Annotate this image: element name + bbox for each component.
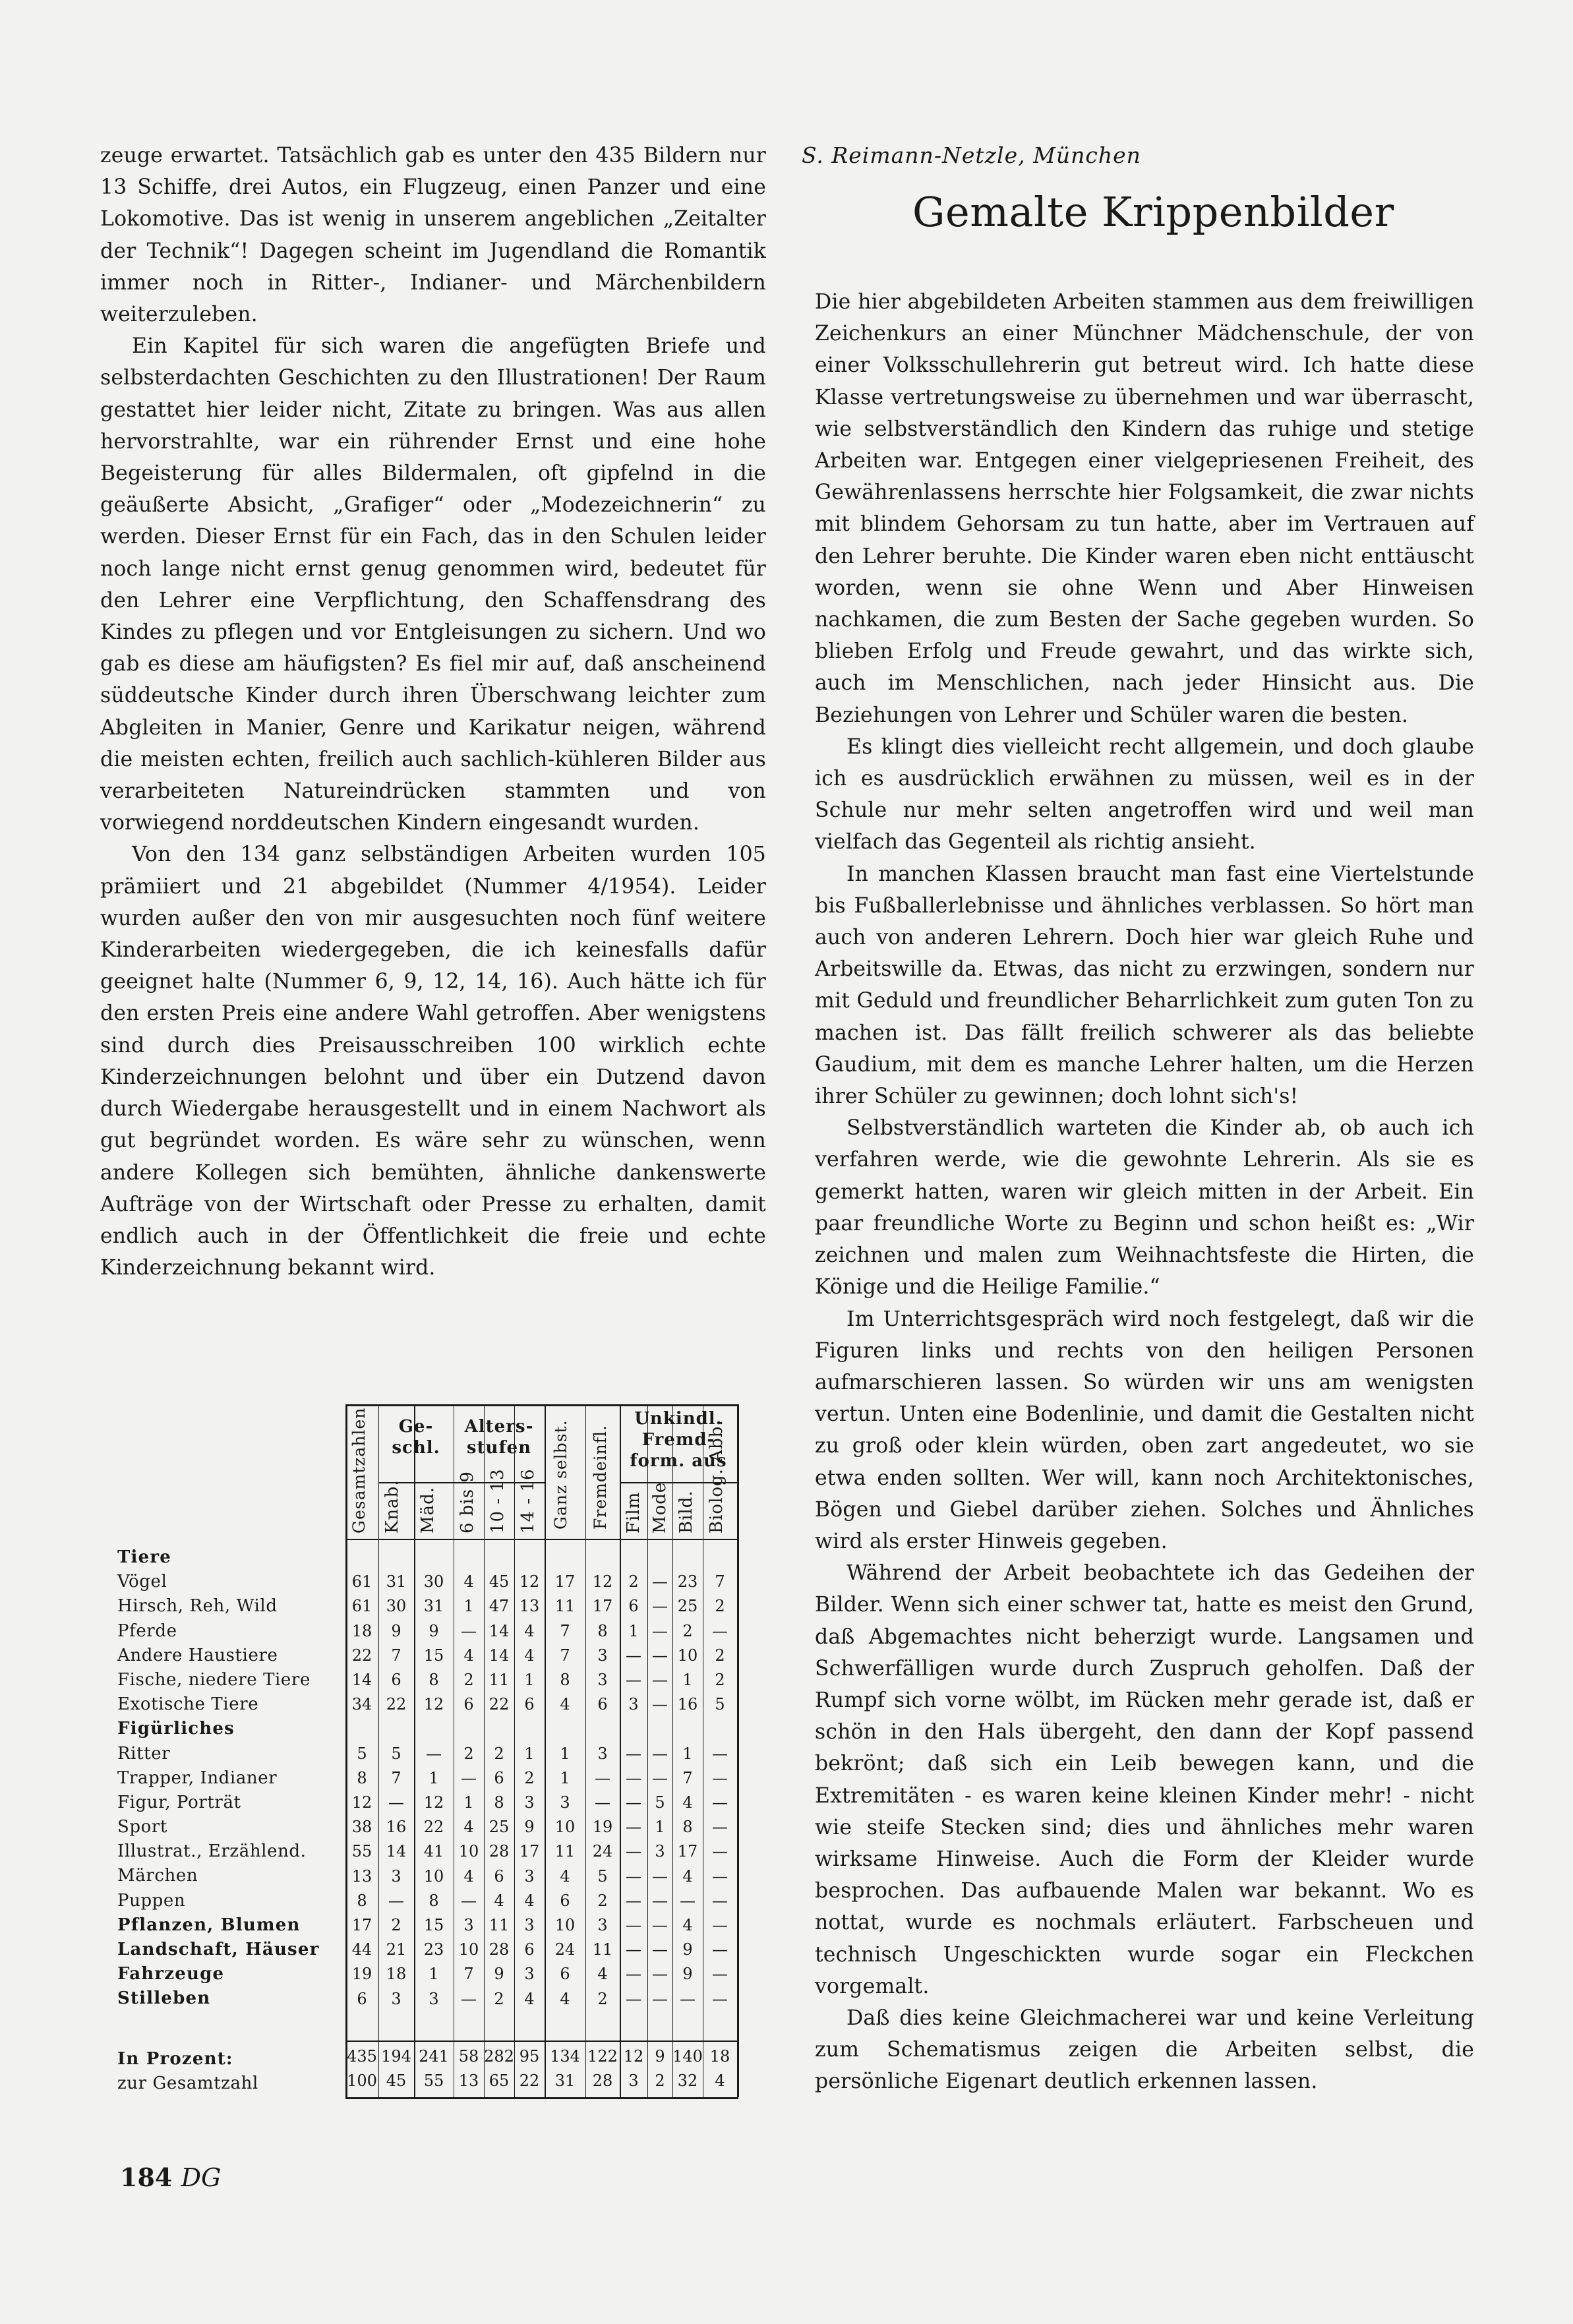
table-cell: —	[652, 1597, 668, 1616]
table-cell: 2	[524, 1768, 535, 1787]
table-percent-cell: 31	[554, 2071, 576, 2090]
table-cell: 8	[682, 1818, 693, 1837]
table-totals-sublabel: zur Gesamtzahl	[117, 2073, 258, 2093]
table-cell: —	[461, 1891, 477, 1910]
table-cell: 3	[597, 1916, 608, 1934]
table-cell: 3	[560, 1793, 570, 1812]
table-row-label: Ritter	[117, 1743, 171, 1764]
table-column-header: Mode	[650, 1481, 670, 1534]
table-cell: 7	[560, 1621, 570, 1640]
table-cell: 44	[351, 1940, 372, 1959]
table-cell: —	[626, 1891, 641, 1910]
table-cell: 16	[386, 1818, 407, 1837]
table-cell: 14	[489, 1646, 510, 1665]
table-cell: 7	[391, 1768, 401, 1787]
table-cell: 1	[560, 1768, 570, 1787]
table-column-header: Bild.	[676, 1490, 696, 1534]
table-cell: 1	[524, 1671, 535, 1689]
table-cell: 4	[463, 1572, 474, 1592]
table-cell: 17	[351, 1916, 372, 1934]
table-cell: 2	[628, 1572, 639, 1592]
table-cell: —	[626, 1646, 641, 1665]
table-percent-cell: 13	[458, 2071, 479, 2090]
left-column	[100, 140, 766, 1284]
page-number: 184	[120, 2162, 173, 2192]
table-cell: 47	[489, 1597, 510, 1616]
table-cell: 22	[489, 1695, 510, 1714]
table-cell: 7	[463, 1965, 474, 1984]
table-cell: 4	[682, 1866, 693, 1886]
table-cell: 8	[429, 1671, 439, 1689]
table-cell: 8	[357, 1891, 367, 1910]
table-cell: 6	[560, 1891, 570, 1910]
table-cell: 6	[494, 1866, 504, 1886]
table-cell: 8	[494, 1793, 504, 1812]
table-grid	[339, 1404, 899, 2110]
table-total-cell: 9	[655, 2046, 665, 2066]
table-cell: —	[712, 1842, 728, 1861]
table-cell: 3	[463, 1916, 474, 1934]
table-cell: 14	[386, 1842, 407, 1861]
article-paragraph: Es klingt dies vielleicht recht allgemein, und doch glaube ich es ausdrücklich erwähnen zu müssen, weil es in der Schule nur mehr selten angetroffen wird und weil man vielfach das Gegenteil als richtig ansieht.	[815, 734, 1474, 854]
table-cell: —	[652, 1671, 668, 1689]
table-row-label: Landschaft, Häuser	[117, 1940, 320, 1959]
table-cell: 4	[560, 1866, 570, 1886]
table-cell: —	[680, 1891, 696, 1910]
table-cell: 7	[715, 1572, 725, 1592]
table-cell: 18	[386, 1965, 407, 1984]
table-column-header: 6 bis 9	[458, 1471, 477, 1534]
table-cell: —	[626, 1866, 641, 1886]
table-cell: 4	[524, 1891, 535, 1910]
table-cell: 1	[429, 1965, 439, 1984]
table-cell: 12	[423, 1793, 444, 1812]
table-cell: 24	[554, 1940, 576, 1959]
table-cell: 6	[494, 1768, 504, 1787]
table-cell: —	[388, 1793, 404, 1812]
table-cell: 4	[560, 1695, 570, 1714]
table-cell: 10	[554, 1916, 576, 1934]
table-cell: —	[712, 1965, 728, 1984]
table-cell: 9	[682, 1965, 693, 1984]
table-cell: 25	[677, 1597, 698, 1616]
table-cell: 12	[519, 1572, 540, 1592]
table-cell: 30	[386, 1597, 407, 1616]
table-cell: —	[652, 1940, 668, 1959]
table-total-cell: 241	[419, 2046, 449, 2066]
article-paragraph: Selbstverständlich warteten die Kinder ab, ob auch ich verfahren werde, wie die gewohnte Lehrerin. Als sie es gemerkt hatten, waren wir gleich mitten in der Arbeit. Ein paar freundliche Worte zu Beginn und schon heißt es: „Wir zeichnen und malen zum Weihnachtsfeste die Hirten, die Könige und die Heilige Familie.“	[815, 1116, 1474, 1299]
table-cell: —	[652, 1891, 668, 1910]
article-paragraph: Die hier abgebildeten Arbeiten stammen aus dem freiwilligen Zeichenkurs an einer Münchner Mädchenschule, der von einer Volksschullehrerin gut betreut wird. Ich hatte diese Klasse vertretungsweise zu übernehmen und war überrascht, wie selbstverständlich den Kindern das ruhige und stetige Arbeiten war. Entgegen einer vielgepriesenen Freiheit, des Gewährenlassens herrschte hier Folgsamkeit, die zwar nichts mit blindem Gehorsam zu tun hatte, aber im Vertrauen auf den Lehrer beruhte. Die Kinder waren eben nicht enttäuscht worden, wenn sie ohne Wenn und Aber Hinweisen nachkamen, die zum Besten der Sache gegeben wurden. So blieben Erfolg und Freude gewahrt, und das wirkte sich, auch im Menschlichen, nach jeder Hinsicht aus. Die Beziehungen von Lehrer und Schüler waren die besten.	[815, 290, 1474, 727]
table-row-label: Hirsch, Reh, Wild	[117, 1596, 278, 1617]
table-cell: 2	[494, 1989, 504, 2008]
table-row-label: Stilleben	[117, 1988, 211, 2009]
table-cell: 10	[554, 1818, 576, 1837]
table-cell: 31	[423, 1597, 444, 1616]
table-cell: 3	[391, 1866, 401, 1886]
table-cell: 1	[628, 1621, 639, 1640]
table-cell: 6	[560, 1965, 570, 1984]
table-cell: 1	[463, 1597, 474, 1616]
table-cell: 14	[351, 1671, 372, 1689]
table-cell: —	[652, 1989, 668, 2008]
table-cell: 11	[489, 1671, 510, 1689]
table-cell: 1	[682, 1671, 693, 1689]
table-cell: 41	[423, 1842, 444, 1861]
table-cell: 1	[560, 1744, 570, 1763]
table-cell: 61	[351, 1572, 372, 1592]
table-row-label: Figürliches	[117, 1719, 235, 1739]
table-cell: 3	[524, 1793, 535, 1812]
article-paragraph: Während der Arbeit beobachtete ich das Gedeihen der Bilder. Wenn sich einer schwer tat, hatte es meist den Grund, daß Abgemachtes nicht beherzigt wurde. Langsamen und Schwerfälligen wurde durch Zuspruch geholfen. Daß der Rumpf sich vorne wölbt, im Rücken mehr gerade ist, daß er schön in den Hals übergeht, den dann der Kopf passend bekrönt; daß sich ein Leib bewegen kann, und die Extremitäten - es waren keine kleinen Kinder mehr! - nicht wie steife Stecken sind; dies und ähnliches mehr waren wirksame Hinweise. Auch die Form der Kleider wurde besprochen. Das aufbauende Malen war bekannt. Wo es nottat, wurde es nochmals erläutert. Farbscheuen und technisch Ungeschickten wurde sogar ein Fleckchen vorgemalt.	[815, 1561, 1474, 1998]
table-column-header: 14 - 16	[518, 1468, 538, 1534]
table-cell: —	[680, 1989, 696, 2008]
table-top-rule	[345, 1404, 738, 1406]
table-cell: 2	[715, 1597, 725, 1616]
table-cell: —	[652, 1572, 668, 1592]
table-column-header: Ganz selbst.	[551, 1419, 570, 1530]
table-cell: 8	[597, 1621, 608, 1640]
table-cell: 11	[554, 1597, 576, 1616]
table-cell: 28	[489, 1940, 510, 1959]
table-cell: 3	[597, 1744, 608, 1763]
table-cell: —	[652, 1866, 668, 1886]
table-percent-cell: 28	[592, 2071, 613, 2090]
table-total-cell: 194	[381, 2046, 411, 2066]
table-total-cell: 282	[484, 2046, 514, 2066]
table-cell: 9	[391, 1621, 401, 1640]
table-cell: 55	[351, 1842, 372, 1861]
table-header-rule	[345, 1539, 738, 1540]
table-cell: —	[652, 1744, 668, 1763]
table-cell: 2	[715, 1671, 725, 1689]
table-cell: 9	[524, 1818, 535, 1837]
table-cell: 5	[655, 1793, 665, 1812]
table-column-header: Knab.	[382, 1479, 402, 1534]
table-column-header: Mäd.	[418, 1486, 438, 1534]
table-cell: 4	[597, 1965, 608, 1984]
table-cell: 19	[351, 1965, 372, 1984]
table-cell: —	[626, 1818, 641, 1837]
table-group-header-alter: Alters- stufen	[464, 1417, 534, 1458]
table-cell: 1	[655, 1818, 665, 1837]
table-group-header-geschl: Ge- schl.	[392, 1417, 440, 1458]
table-column-header: Fremdeinfl.	[591, 1425, 610, 1530]
table-cell: —	[461, 1989, 477, 2008]
left-paragraph-3: Von den 134 ganz selbständigen Arbeiten wurden 105 prämiiert und 21 abgebildet (Nummer 4/1954). Leider wurden außer den von mir ausgesuchten noch fünf weitere Kinderarbeiten wiedergegeben, die ich keinesfalls dafür geeignet halte (Nummer 6, 9, 12, 14, 16). Auch hätte ich für den ersten Preis eine andere Wahl getroffen. Aber wenigstens sind durch dies Preisausschreiben 100 wirklich echte Kinderzeichnungen belohnt und über ein Dutzend davon durch Wiedergabe herausgestellt und in einem Nachwort als gut begründet worden. Es wäre sehr zu wünschen, wenn andere Kollegen sich bemühten, ähnliche dankenswerte Aufträge von der Wirtschaft oder Presse zu erhalten, damit endlich auch in der Öffentlichkeit die freie und echte Kinderzeichnung bekannt wird.	[100, 843, 766, 1280]
table-total-cell: 140	[672, 2046, 703, 2066]
table-cell: 7	[682, 1768, 693, 1787]
table-cell: 21	[386, 1940, 407, 1959]
table-cell: 9	[682, 1940, 693, 1959]
table-cell: 3	[628, 1695, 639, 1714]
table-rule-major	[737, 1404, 739, 2097]
table-cell: 3	[524, 1916, 535, 1934]
left-paragraph-1: zeuge erwartet. Tatsächlich gab es unter den 435 Bildern nur 13 Schiffe, drei Autos, ein Flugzeug, einen Panzer und eine Lokomotive. Das ist wenig in unserem angeblichen „Zeitalter der Technik“! Dagegen scheint im Jugendland die Romantik immer noch in Ritter-, Indianer- und Märchenbildern weiterzuleben.	[100, 144, 766, 327]
table-cell: 12	[351, 1793, 372, 1812]
table-column-header: 10 - 13	[488, 1468, 508, 1534]
table-cell: 6	[628, 1597, 639, 1616]
table-cell: 4	[463, 1818, 474, 1837]
table-cell: 10	[458, 1842, 479, 1861]
table-percent-cell: 45	[386, 2071, 407, 2090]
table-cell: 6	[524, 1940, 535, 1959]
table-cell: —	[626, 1671, 641, 1689]
table-row-label: Tiere	[117, 1547, 172, 1567]
table-cell: 22	[423, 1818, 444, 1837]
table-cell: 5	[357, 1744, 367, 1763]
table-cell: —	[626, 1940, 641, 1959]
table-cell: 12	[423, 1695, 444, 1714]
table-cell: 24	[592, 1842, 613, 1861]
table-cell: 4	[494, 1891, 504, 1910]
table-cell: 2	[494, 1744, 504, 1763]
table-total-cell: 435	[347, 2046, 377, 2066]
table-cell: 17	[554, 1572, 576, 1592]
statistics-table	[109, 1404, 788, 2110]
table-cell: 17	[519, 1842, 540, 1861]
table-cell: 4	[524, 1621, 535, 1640]
table-percent-cell: 3	[628, 2071, 639, 2090]
table-bottom-rule	[345, 2097, 738, 2099]
table-row-label: Illustrat., Erzählend.	[117, 1841, 307, 1862]
table-cell: —	[595, 1793, 610, 1812]
table-cell: 7	[560, 1646, 570, 1665]
table-cell: —	[626, 1793, 641, 1812]
table-cell: —	[712, 1891, 728, 1910]
table-cell: —	[626, 1744, 641, 1763]
table-cell: 2	[597, 1989, 608, 2008]
table-cell: —	[712, 1916, 728, 1934]
table-total-cell: 18	[709, 2046, 730, 2066]
table-cell: 31	[386, 1572, 407, 1592]
table-cell: —	[652, 1916, 668, 1934]
table-row-label: Fische, niedere Tiere	[117, 1669, 311, 1690]
table-total-cell: 58	[458, 2046, 479, 2066]
table-cell: 13	[519, 1597, 540, 1616]
table-cell: 6	[597, 1695, 608, 1714]
table-percent-cell: 2	[655, 2071, 665, 2090]
table-cell: 9	[429, 1621, 439, 1640]
table-cell: 23	[423, 1940, 444, 1959]
table-cell: 1	[429, 1768, 439, 1787]
table-row-label: Puppen	[117, 1890, 186, 1911]
table-cell: 22	[386, 1695, 407, 1714]
table-cell: 17	[677, 1842, 698, 1861]
table-cell: 6	[524, 1695, 535, 1714]
table-column-header: Gesamtzahlen	[349, 1407, 369, 1534]
table-row-label: Pferde	[117, 1621, 177, 1641]
article-title: Gemalte Krippenbilder	[912, 188, 1394, 236]
journal-abbrev: DG	[181, 2163, 222, 2192]
table-cell: 8	[429, 1891, 439, 1910]
table-cell: —	[626, 1842, 641, 1861]
table-cell: 4	[560, 1989, 570, 2008]
table-cell: 14	[489, 1621, 510, 1640]
table-cell: 4	[524, 1646, 535, 1665]
table-cell: 16	[677, 1695, 698, 1714]
table-cell: 10	[677, 1646, 698, 1665]
table-cell: —	[461, 1768, 477, 1787]
table-cell: 7	[391, 1646, 401, 1665]
table-cell: 3	[524, 1965, 535, 1984]
table-cell: 3	[524, 1866, 535, 1886]
table-cell: —	[652, 1621, 668, 1640]
table-cell: 8	[357, 1768, 367, 1787]
table-group-header-unkindl: Unkindl. Fremd- form. aus	[630, 1409, 727, 1471]
table-row-label: Märchen	[117, 1866, 198, 1886]
table-row-label: Vögel	[117, 1572, 167, 1592]
table-cell: —	[712, 1793, 728, 1812]
table-total-cell: 95	[519, 2046, 540, 2066]
table-cell: —	[426, 1744, 442, 1763]
table-cell: —	[712, 1866, 728, 1886]
table-row-label: Andere Haustiere	[117, 1645, 278, 1665]
table-cell: —	[626, 1916, 641, 1934]
table-cell: —	[712, 1940, 728, 1959]
table-cell: —	[652, 1768, 668, 1787]
page-footer	[120, 2162, 221, 2192]
table-cell: 3	[429, 1989, 439, 2008]
table-cell: 9	[494, 1965, 504, 1984]
table-cell: 2	[682, 1621, 693, 1640]
table-totals-label: In Prozent:	[117, 2048, 233, 2069]
table-cell: 5	[715, 1695, 725, 1714]
table-total-cell: 134	[550, 2046, 580, 2066]
table-cell: —	[388, 1891, 404, 1910]
table-cell: —	[712, 1768, 728, 1787]
table-cell: 3	[597, 1671, 608, 1689]
table-cell: —	[652, 1695, 668, 1714]
table-cell: 4	[463, 1646, 474, 1665]
table-cell: 2	[391, 1916, 401, 1934]
table-cell: 18	[351, 1621, 372, 1640]
table-cell: 11	[592, 1940, 613, 1959]
table-cell: 12	[592, 1572, 613, 1592]
table-cell: —	[626, 1965, 641, 1984]
left-paragraph-2: Ein Kapitel für sich waren die angefügten Briefe und selbsterdachten Geschichten zu den Illustrationen! Der Raum gestattet hier leider nicht, Zitate zu bringen. Was aus allen hervorstrahlte, war ein rührender Ernst und eine hohe Begeisterung für alles Bildermalen, oft gipfelnd in die geäußerte Absicht, „Grafiger“ oder „Modezeichnerin“ zu werden. Dieser Ernst für ein Fach, das in den Schulen leider noch lange nicht ernst genug genommen wird, bedeutet für den Lehrer eine Verpflichtung, den Schaffensdrang des Kindes zu pflegen und vor Entgleisungen zu sichern. Und wo gab es diese am häufigsten? Es fiel mir auf, daß anscheinend süddeutsche Kinder durch ihren Überschwang leichter zum Abgleiten in Manier, Genre und Karikatur neigen, während die meisten echten, freilich auch sachlich-kühleren Bilder aus verarbeiteten Natureindrücken stammten und von vorwiegend norddeutschen Kindern eingesandt wurden.	[100, 334, 766, 835]
table-cell: 2	[597, 1891, 608, 1910]
table-cell: —	[712, 1989, 728, 2008]
table-total-cell: 122	[587, 2046, 618, 2066]
table-row-label: Exotische Tiere	[117, 1694, 259, 1715]
table-cell: 4	[682, 1916, 693, 1934]
table-cell: 2	[463, 1744, 474, 1763]
table-cell: 19	[592, 1818, 613, 1837]
table-percent-cell: 65	[489, 2071, 510, 2090]
article-paragraph: In manchen Klassen braucht man fast eine Viertelstunde bis Fußballerlebnisse und ähnliches verblassen. So hört man auch von anderen Lehrern. Doch hier war gleich Ruhe und Arbeitswille da. Etwas, das nicht zu erzwingen, sondern nur mit Geduld und freundlicher Beharrlichkeit zum guten Ton zu machen ist. Das fällt freilich schwerer als das beliebte Gaudium, mit dem es manche Lehrer halten, um die Herzen ihrer Schüler zu gewinnen; doch lohnt sich's!	[815, 862, 1474, 1109]
table-cell: —	[626, 1989, 641, 2008]
article-author: S. Reimann-Netzle, München	[802, 142, 1141, 168]
table-row-label: Sport	[117, 1817, 167, 1837]
table-cell: 5	[391, 1744, 401, 1763]
table-cell: 25	[489, 1818, 510, 1837]
table-cell: 23	[677, 1572, 698, 1592]
table-cell: 15	[423, 1916, 444, 1934]
table-cell: 17	[592, 1597, 613, 1616]
table-percent-cell: 100	[347, 2071, 377, 2090]
table-cell: —	[595, 1768, 610, 1787]
table-percent-cell: 55	[423, 2071, 444, 2090]
table-cell: 11	[489, 1916, 510, 1934]
table-cell: 22	[351, 1646, 372, 1665]
table-cell: 34	[351, 1695, 372, 1714]
table-cell: 4	[524, 1989, 535, 2008]
table-percent-cell: 32	[677, 2071, 698, 2090]
table-cell: 11	[554, 1842, 576, 1861]
table-cell: 61	[351, 1597, 372, 1616]
table-cell: 2	[715, 1646, 725, 1665]
table-row-label: Trapper, Indianer	[117, 1768, 278, 1788]
table-cell: 6	[463, 1695, 474, 1714]
article-paragraph: Im Unterrichtsgespräch wird noch festgelegt, daß wir die Figuren links und rechts von den heiligen Personen aufmarschieren lassen. So würden wir uns am wenigsten vertun. Unten eine Bodenlinie, und damit die Gestalten nicht zu groß oder klein würden, oben zart angedeutet, wo sie etwa enden sollten. Wer will, kann noch Architektonisches, Bögen und Giebel darüber ziehen. Solches und Ähnliches wird als erster Hinweis gegeben.	[815, 1307, 1474, 1553]
table-cell: 1	[682, 1744, 693, 1763]
table-cell: 3	[655, 1842, 665, 1861]
table-cell: 30	[423, 1572, 444, 1592]
table-cell: 13	[351, 1866, 372, 1886]
table-cell: 3	[391, 1989, 401, 2008]
table-total-cell: 12	[623, 2046, 644, 2066]
table-cell: 10	[423, 1866, 444, 1886]
table-cell: —	[712, 1744, 728, 1763]
table-totals-rule	[345, 2041, 738, 2042]
table-cell: 2	[463, 1671, 474, 1689]
article-body	[815, 286, 1474, 2098]
table-percent-cell: 22	[519, 2071, 540, 2090]
table-cell: 45	[489, 1572, 510, 1592]
table-cell: 8	[560, 1671, 570, 1689]
table-cell: 1	[524, 1744, 535, 1763]
table-cell: —	[461, 1621, 477, 1640]
table-row-label: Fahrzeuge	[117, 1964, 225, 1984]
table-column-header: Biolog. Abb.	[707, 1419, 727, 1534]
table-cell: 15	[423, 1646, 444, 1665]
table-cell: 1	[463, 1793, 474, 1812]
table-cell: 6	[357, 1989, 367, 2008]
table-cell: 6	[391, 1671, 401, 1689]
table-cell: 4	[463, 1866, 474, 1886]
table-cell: 5	[597, 1866, 608, 1886]
table-cell: —	[712, 1818, 728, 1837]
table-cell: 38	[351, 1818, 372, 1837]
table-cell: 28	[489, 1842, 510, 1861]
table-cell: —	[626, 1768, 641, 1787]
table-cell: —	[712, 1621, 728, 1640]
table-cell: 10	[458, 1940, 479, 1959]
table-row-label: Pflanzen, Blumen	[117, 1915, 301, 1935]
table-column-header: Film	[624, 1491, 643, 1534]
article-paragraph: Daß dies keine Gleichmacherei war und keine Verleitung zum Schematismus zeigen die Arbeiten selbst, die persönliche Eigenart deutlich erkennen lassen.	[815, 2006, 1474, 2094]
table-cell: 3	[597, 1646, 608, 1665]
table-cell: 4	[682, 1793, 693, 1812]
table-cell: —	[652, 1646, 668, 1665]
table-cell: —	[652, 1965, 668, 1984]
table-row-label: Figur, Porträt	[117, 1792, 241, 1812]
table-percent-cell: 4	[715, 2071, 725, 2090]
